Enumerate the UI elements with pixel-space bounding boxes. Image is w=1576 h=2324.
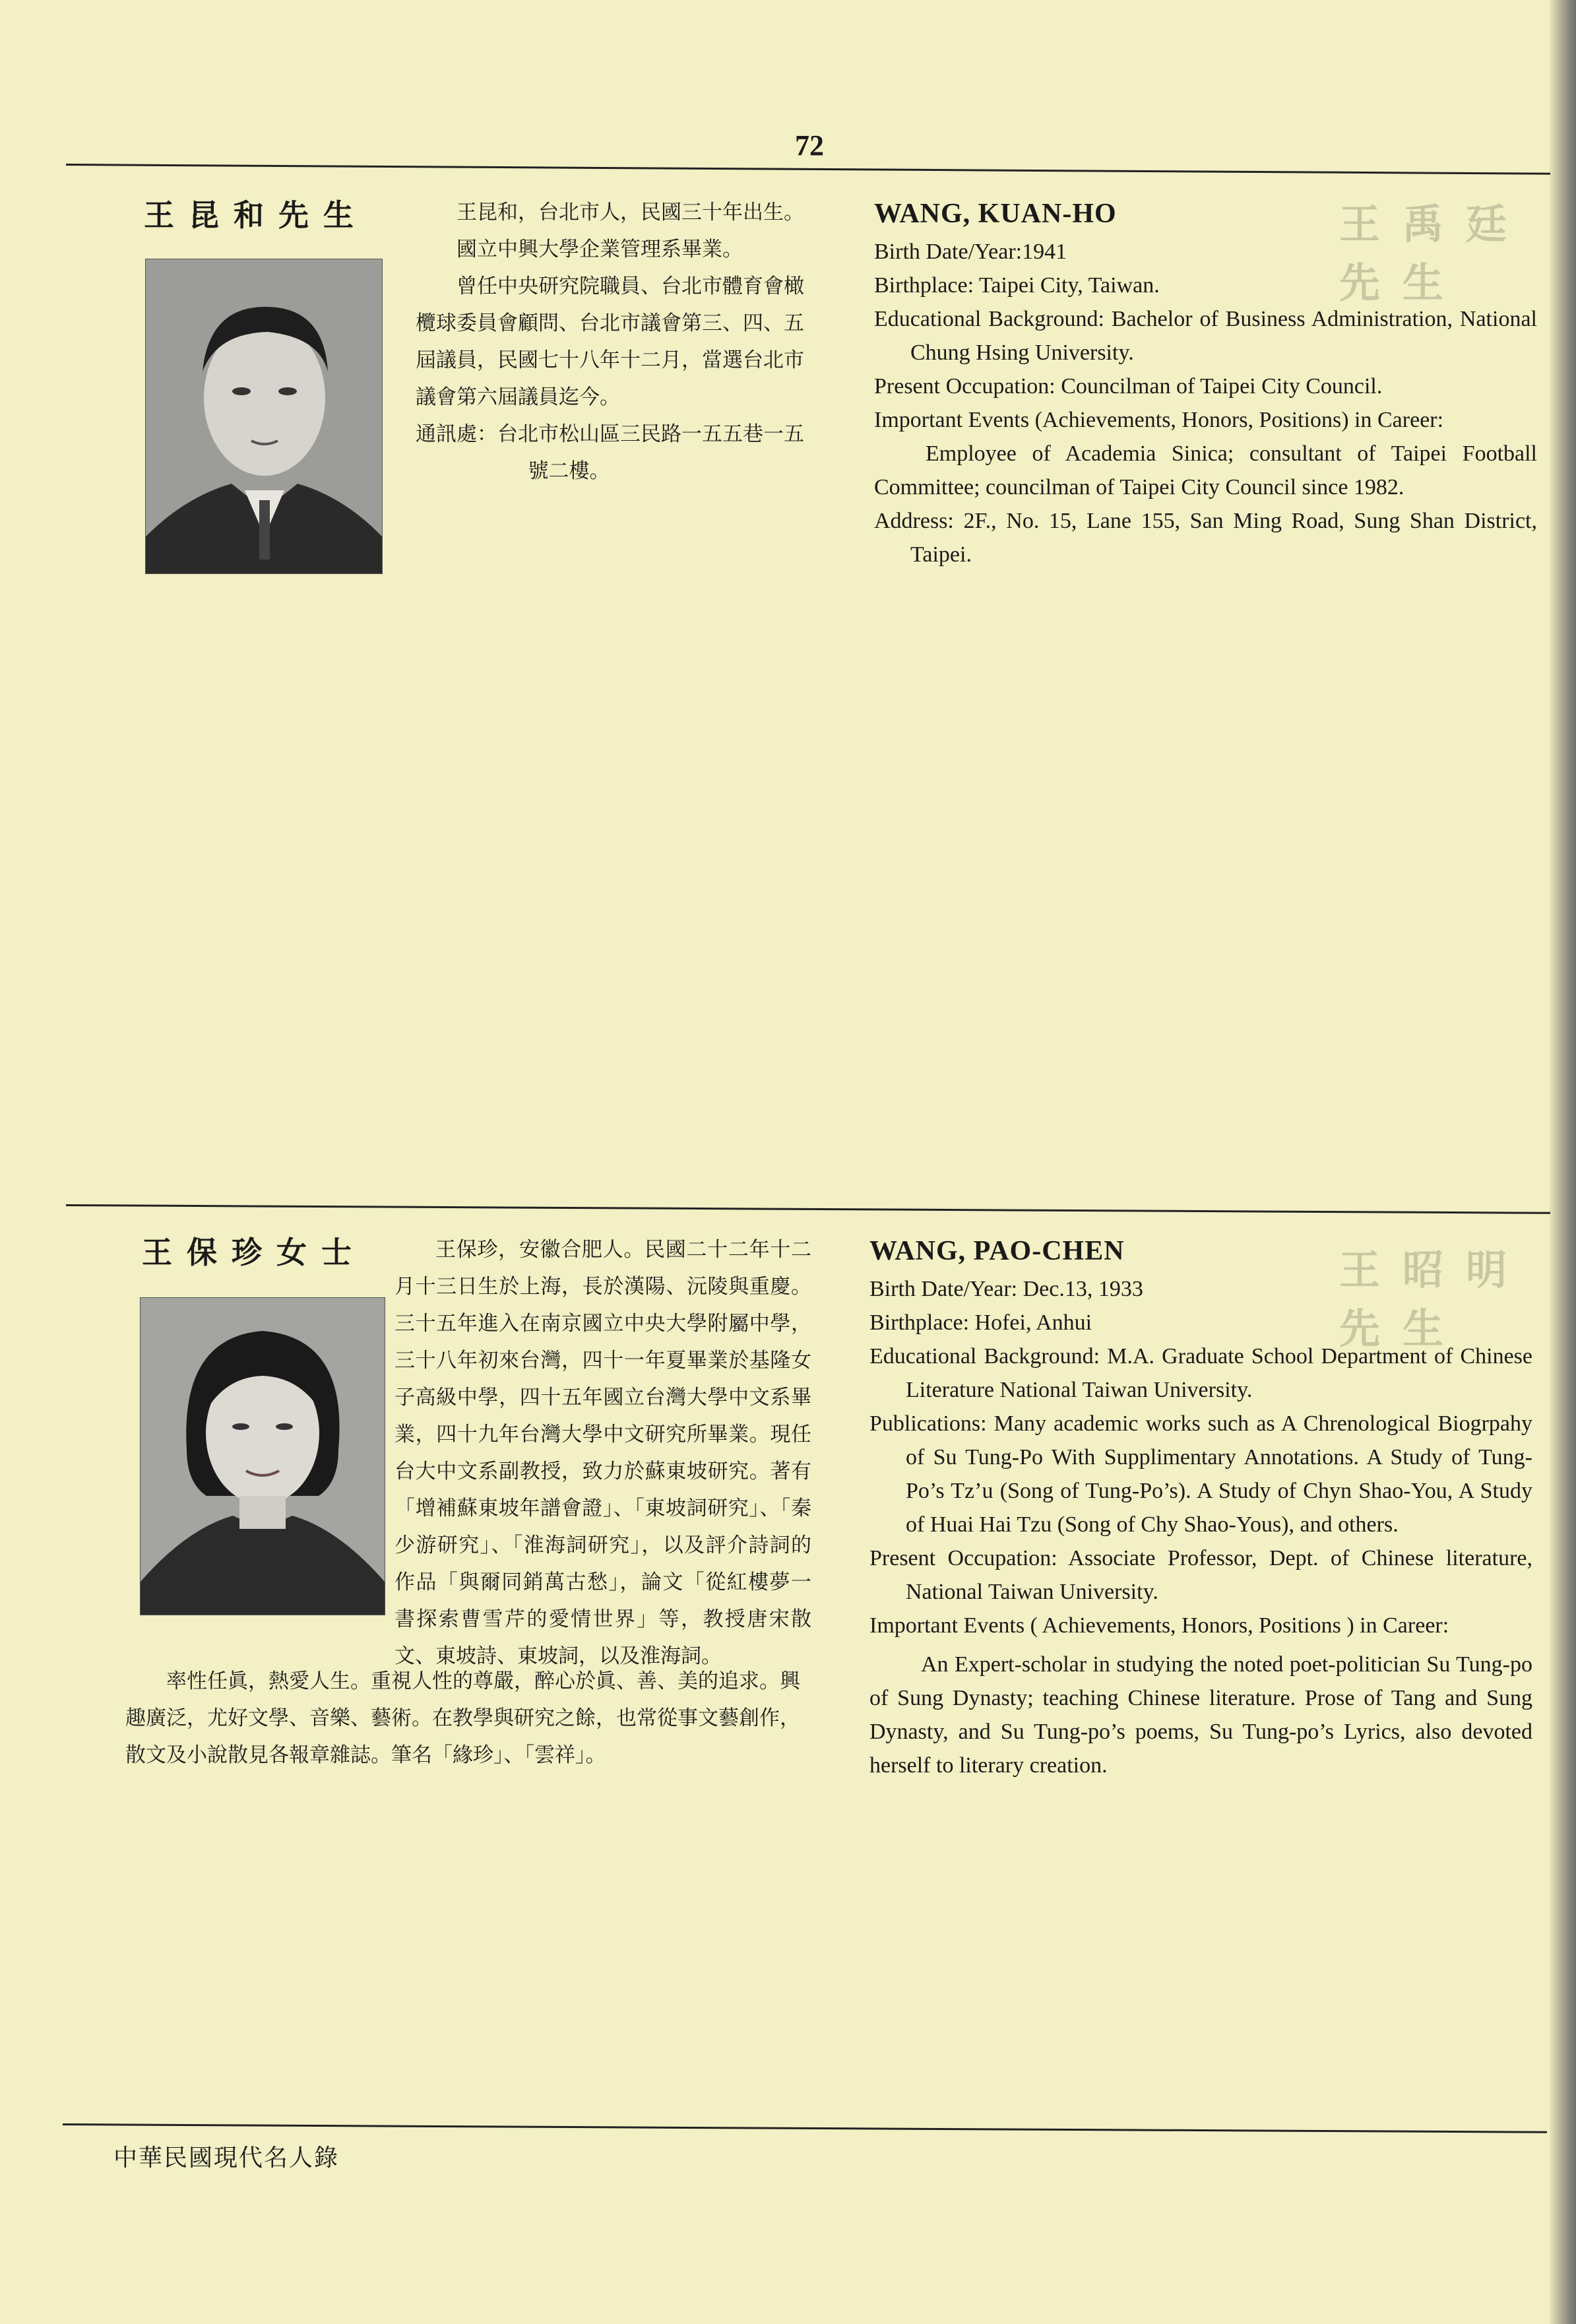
english-career: An Expert-scholar in studying the noted poet-politician Su Tung-po of Sung Dynasty; teaching Chinese literature. Prose of Tang and Sung Dynasty, and Su Tung-po’s poems, Su Tung-po’s Lyrics, also devoted herself to literary creation. (869, 1652, 1532, 1778)
portrait-man-icon (146, 259, 382, 573)
english-field: Birth Date/Year: Dec.13, 1933 (869, 1277, 1143, 1301)
footer-book-title: 中華民國現代名人錄 (113, 2145, 340, 2172)
entry-1-portrait-photo (145, 259, 383, 574)
page-binding-edge (1550, 0, 1576, 2324)
english-field: Publications: Many academic works such as A Chrenological Biogrpahy of Su Tung-Po With Supplimentary Annotations. A Study of Tung-Po’s Tz’u (Song of Tung-Po’s). A Study of Chyn Shao-You, A Study of Huai Hai Tzu (Song of Chy Shao-Yous), and others. (869, 1411, 1532, 1537)
bleed-through-heading-top: 王禹廷先生 (1339, 200, 1530, 307)
entry-2-chinese-bio-top (394, 1231, 811, 1675)
english-address: Address: 2F., No. 15, Lane 155, San Ming Road, Sung Shan District, Taipei. (874, 509, 1537, 567)
entry-1-english-bio (874, 195, 1537, 571)
bleed-through-heading-lower: 王昭明先生 (1339, 1246, 1530, 1353)
bio-paragraph: 率性任眞，熱愛人生。重視人性的尊嚴，醉心於眞、善、美的追求。興趣廣泛，尤好文學、音樂、藝術。在教學與研究之餘，也常從事文藝創作，散文及小說散見各報章雜誌。筆名「緣珍」、「雲祥」。 (125, 1669, 800, 1767)
english-field: Birthplace: Taipei City, Taiwan. (874, 273, 1160, 298)
english-field: Present Occupation: Associate Professor, Dept. of Chinese literature, National Taiwan University. (869, 1546, 1532, 1604)
bio-paragraph: 王昆和，台北市人，民國三十年出生。 (457, 201, 804, 224)
bio-paragraph: 王保珍，安徽合肥人。民國二十二年十二月十三日生於上海，長於漢陽、沅陵與重慶。三十五年進入在南京國立中央大學附屬中學，三十八年初來台灣，四十一年夏畢業於基隆女子高級中學，四十五年國立台灣大學中文系畢業，四十九年台灣大學中文研究所畢業。現任台大中文系副教授，致力於蘇東坡研究。著有「增補蘇東坡年譜會證」、「東坡詞研究」、「秦少游研究」、「淮海詞研究」，以及評介詩詞的作品「與爾同銷萬古愁」，論文「從紅樓夢一書探索曹雪芹的愛情世界」等，教授唐宋散文、東坡詩、東坡詞，以及淮海詞。 (394, 1238, 811, 1668)
entry-2-english-bio (869, 1233, 1532, 1782)
entry-1-chinese-bio (416, 194, 811, 490)
entry-1-chinese-name: 王昆和先生 (144, 197, 368, 233)
english-field: Birthplace: Hofei, Anhui (869, 1310, 1092, 1335)
page-number: 72 (795, 129, 824, 162)
english-career: Employee of Academia Sinica; consultant of Taipei Football Committee; councilman of Taipei City Council since 1982. (874, 441, 1537, 500)
bio-paragraph: 國立中興大學企業管理系畢業。 (457, 238, 743, 261)
english-field: Educational Background: Bachelor of Business Administration, National Chung Hsing University. (874, 307, 1537, 365)
bottom-divider (63, 2123, 1547, 2133)
portrait-woman-icon (141, 1298, 385, 1615)
english-field: Educational Background: M.A. Graduate School Department of Chinese Literature National Taiwan University. (869, 1344, 1532, 1402)
middle-divider (66, 1204, 1550, 1214)
english-field: Important Events (Achievements, Honors, Positions) in Career: (874, 408, 1444, 432)
top-divider (66, 164, 1550, 175)
entry-2-portrait-photo (140, 1297, 385, 1615)
entry-2-chinese-bio-bottom (125, 1663, 811, 1774)
chinese-address: 通訊處：台北市松山區三民路一五五巷一五號二樓。 (416, 422, 804, 483)
english-name: WANG, KUAN-HO (874, 199, 1117, 229)
english-name: WANG, PAO-CHEN (869, 1236, 1125, 1266)
english-field: Important Events ( Achievements, Honors, Positions ) in Career: (869, 1613, 1449, 1638)
english-field: Present Occupation: Councilman of Taipei City Council. (874, 374, 1383, 399)
entry-2-chinese-name: 王保珍女士 (142, 1235, 366, 1270)
english-field: Birth Date/Year:1941 (874, 240, 1067, 264)
bio-paragraph: 曾任中央研究院職員、台北市體育會橄欖球委員會顧問、台北市議會第三、四、五屆議員，民國七十八年十二月，當選台北市議會第六屆議員迄今。 (416, 274, 804, 409)
